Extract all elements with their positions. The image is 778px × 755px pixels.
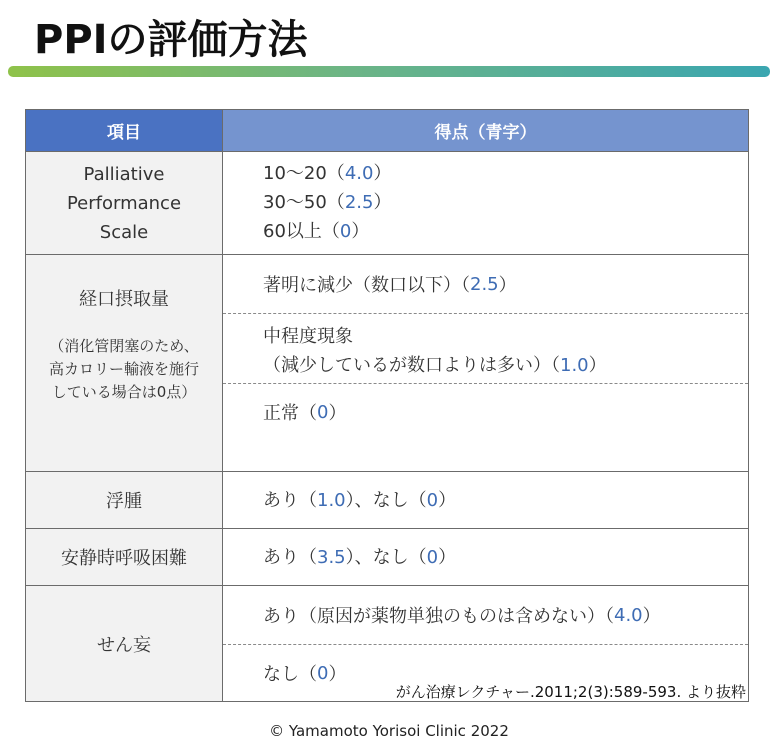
row-options-edema [223, 472, 749, 529]
oral-intake-note: （消化管閉塞のため、 高カロリー輸液を施行 している場合は0点） [48, 337, 199, 401]
table-row [26, 472, 749, 529]
option-line: なし（ 0 ） [223, 644, 748, 701]
option-line: 正常（ 0 ） [223, 383, 748, 440]
row-item-oral-intake [26, 255, 223, 472]
option-line: 著明に減少（数口以下）（ 2.5 ） [263, 273, 517, 296]
table-row [26, 152, 749, 255]
option-line: 10〜20（4.0） [263, 163, 392, 184]
row-item-dyspnea: 安静時呼吸困難 [26, 529, 223, 586]
row-item-delirium: せん妄 [26, 586, 223, 702]
option-line: 30〜50（2.5） [263, 192, 392, 213]
table-row [26, 529, 749, 586]
row-options-oral-intake [223, 255, 749, 472]
row-item-pps [26, 152, 223, 255]
row-options-dyspnea [223, 529, 749, 586]
pps-label-line: Palliative [83, 163, 165, 185]
row-options-pps [223, 152, 749, 255]
header-score: 得点（青字） [223, 110, 749, 152]
table-header-row [26, 110, 749, 152]
option-line: 60以上（0） [263, 221, 370, 242]
option-line: 中程度現象 （減少しているが数口よりは多い）（1.0） [223, 313, 748, 383]
page-title: PPIの評価方法 [34, 17, 308, 63]
pps-label-line: Scale [99, 221, 149, 243]
copyright-footer: © Yamamoto Yorisoi Clinic 2022 [269, 722, 509, 740]
option-line: あり（3.5）、なし（0） [263, 546, 457, 568]
option-line: あり（原因が薬物単独のものは含めない）（ 4.0 ） [263, 604, 661, 627]
option-line: あり（1.0）、なし（0） [263, 489, 457, 511]
oral-intake-label: 経口摂取量 [79, 289, 169, 310]
row-item-edema: 浮腫 [26, 472, 223, 529]
table-row [26, 255, 749, 472]
pps-label-line: Performance [66, 192, 182, 214]
header-item: 項目 [26, 110, 223, 152]
source-credit: がん治療レクチャー.2011;2(3):589-593. より抜粋 [395, 683, 746, 701]
title-underline-bar [8, 66, 770, 77]
ppi-table [25, 109, 749, 702]
